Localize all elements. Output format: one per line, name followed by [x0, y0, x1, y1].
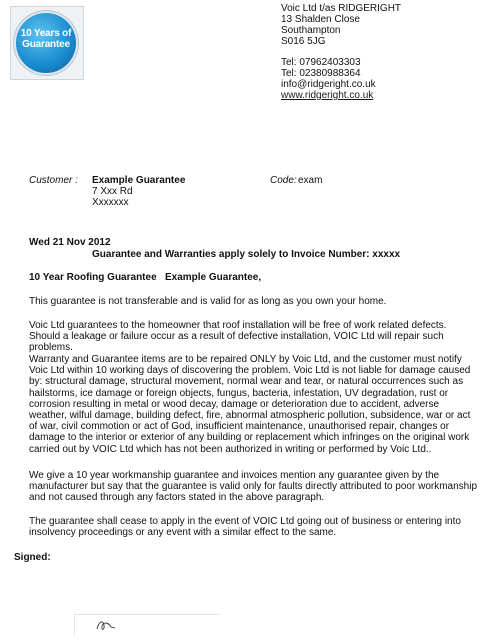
paragraph-cessation: The guarantee shall cease to apply in the event of VOIC Ltd going out of business or entering into insolvency proceedings or any event with a similar effect to the same. [29, 516, 461, 539]
code-label: Code: [270, 175, 297, 186]
guarantee-seal-icon [16, 13, 76, 73]
document-date: Wed 21 Nov 2012 [29, 237, 111, 248]
customer-label: Customer : [29, 175, 78, 186]
paragraph-warranty-exclusions: Warranty and Guarantee items are to be repaired ONLY by Voic Ltd, and the customer must notify Voic Ltd within 10 working days of discovering the problem. Voic Ltd is not liable for damage caused by: structural damage, structural movement, normal wear and tear, or natural occurrences such as hailstorms, ice damage or foreign objects, fungus, bacteria, infestation, UV degradation, rust or corrosion resulting in metal or wood decay, damage or deterioration due to accident, adverse weather, wilful damage, building defect, fire, abnormal atmospheric pollution, subsidence, war or act of war, civil commotion or act of God, insufficient maintenance, unauthorised repair, changes or damage to the interior or exterior of any building or replacement which infringes on the original work carried out by VOIC Ltd which has not been authorized in writing or performed by Voic Ltd.. [29, 354, 471, 455]
subject-line: Guarantee and Warranties apply solely to Invoice Number: xxxxx [92, 249, 401, 260]
company-name: Voic Ltd t/as RIDGERIGHT [281, 3, 402, 14]
paragraph-installation-guarantee: Voic Ltd guarantees to the homeowner that roof installation will be free of work related defects. Should a leakage or failure occur as a result of defective installation, VOIC Ltd will repair such problems. [29, 320, 447, 354]
paragraph-transferability: This guarantee is not transferable and is valid for as long as you own your home. [29, 296, 387, 307]
code-value: exam [298, 175, 323, 186]
company-email: info@ridgeright.co.uk [281, 79, 376, 90]
signed-label: Signed: [14, 552, 51, 563]
company-postcode: S016 5JG [281, 36, 326, 47]
customer-address-block [92, 175, 185, 208]
company-address-line2: Southampton [281, 25, 341, 36]
handwritten-signature-icon [75, 615, 221, 636]
paragraph-workmanship: We give a 10 year workmanship guarantee and invoices mention any guarantee given by the manufacturer but say that the guarantee is valid only for faults directly attributed to poor workmanship and not caused through any factors stated in the above paragraph. [29, 470, 478, 504]
customer-address-line2: Xxxxxxx [92, 197, 129, 208]
company-website-link[interactable]: www.ridgeright.co.uk [281, 90, 374, 101]
company-tel-1: Tel: 07962403303 [281, 57, 361, 68]
company-address-block [281, 3, 441, 101]
logo-text: 10 Years of Guarantee [20, 28, 72, 50]
logo-badge [10, 6, 84, 80]
customer-name: Example Guarantee [92, 175, 186, 186]
company-address-line1: 13 Shalden Close [281, 14, 360, 25]
signature-area [74, 614, 221, 636]
company-tel-2: Tel: 02380988364 [281, 68, 361, 79]
guarantee-heading: 10 Year Roofing Guarantee Example Guarantee, [29, 272, 262, 283]
customer-address-line1: 7 Xxx Rd [92, 186, 133, 197]
